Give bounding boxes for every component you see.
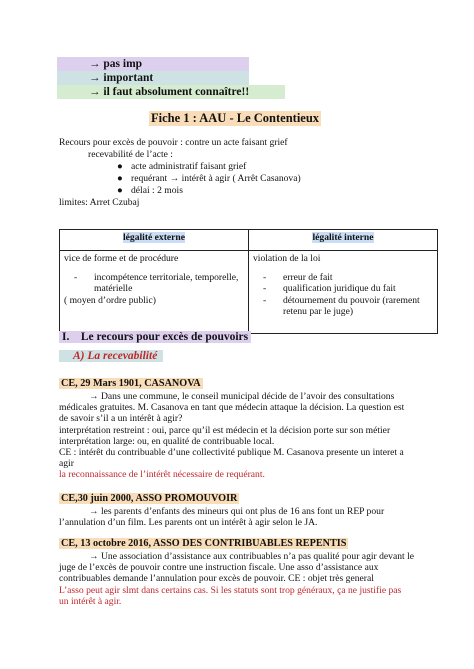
table-cell-interne: violation de la loi - erreur de fait - qualification juridique du fait - détournement du pouvoir (rarement retenu par le juge) <box>249 251 438 334</box>
page-title: Fiche 1 : AAU - Le Contentieux <box>151 111 320 125</box>
bullet-item: ● requérant → intérêt à agir ( Arrêt Casanova) <box>117 173 301 184</box>
table-header-cell: légalité externe <box>60 230 249 251</box>
bullet-item: ● acte administratif faisant grief <box>117 161 247 172</box>
legend-item-important: → important <box>57 71 249 85</box>
intro-line: Recours pour excès de pouvoir : contre un acte faisant grief <box>59 137 288 148</box>
case-title: CE, 29 Mars 1901, CASANOVA <box>61 378 201 389</box>
section-heading: I. Le recours pour excès de pouvoirs <box>59 331 251 343</box>
bullet-item: ● délai : 2 mois <box>117 185 183 196</box>
legend-item-absolument: → il faut absolument connaître!! <box>57 85 285 99</box>
legality-table <box>59 229 438 334</box>
table-header-cell: légalité interne <box>249 230 438 251</box>
case-title: CE,30 juin 2000, ASSO PROMOUVOIR <box>61 493 238 504</box>
subsection-heading: A) La recevabilité <box>59 350 163 362</box>
table-cell-externe: vice de forme et de procédure - incompétence territoriale, temporelle, matérielle ( moyen d’ordre public) <box>60 251 249 334</box>
case-body: → Dans une commune, le conseil municipal décide de l’avoir des consultations médicales gratuites. M. Casanova en tant que médecin attaque la décision. La question est de savoir s’il a un intérêt à agir? interprétation restreint : oui, parce qu’il est médecin et la décision porte sur son métier interprétation large: ou, en qualité de contribuable local. CE : intérêt du contribuable d’une collectivité publique M. Casanova presente un interet a agir la reconnaissance de l’intérêt nécessaire de requérant. <box>59 391 405 481</box>
limits-line: limites: Arret Czubaj <box>59 197 140 208</box>
recevabilite-line: recevabilité de l’acte : <box>88 149 173 160</box>
case-title: CE, 13 octobre 2016, ASSO DES CONTRIBUABLES REPENTIS <box>61 538 347 549</box>
case-body: → Une association d’assistance aux contribuables n’a pas qualité pour agir devant le juge de l’excès de pouvoir contre une instruction fiscale. Une asso d’assistance aux contribuables demande l’annulation pour excès de pouvoir. CE : objet très general L’asso peut agir slmt dans certains cas. Si les statuts sont trop généraux, ça ne justifie pas un intérêt à agir. <box>59 551 415 607</box>
case-body: → les parents d’enfants des mineurs qui ont plus de 16 ans font un REP pour l’annulation d’un film. Les parents ont un intérêt à agir selon le JA. <box>59 506 385 529</box>
legend-item-pas-imp: → pas imp <box>57 57 249 71</box>
